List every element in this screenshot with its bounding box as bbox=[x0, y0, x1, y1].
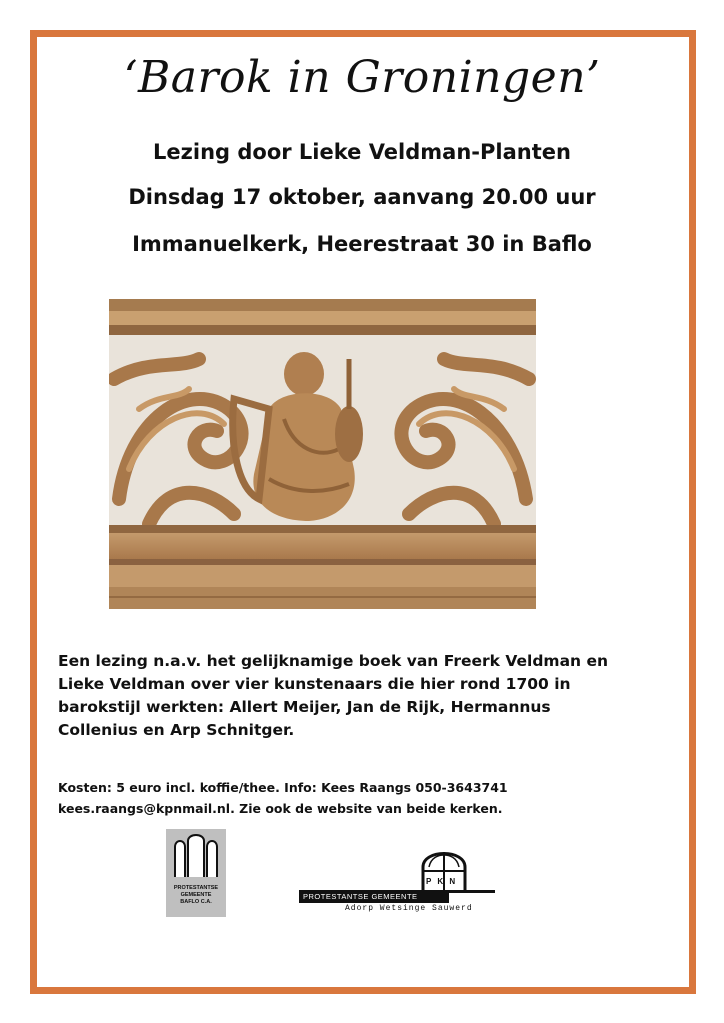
pkn-name-bar bbox=[299, 890, 449, 903]
contact-info bbox=[58, 777, 638, 819]
baflo-logo-line2: GEMEENTE bbox=[180, 892, 212, 898]
location-line: Immanuelkerk, Heerestraat 30 in Baflo bbox=[132, 232, 592, 256]
speaker-line: Lezing door Lieke Veldman-Planten bbox=[153, 140, 571, 164]
arched-window-icon bbox=[299, 843, 495, 893]
pkn-bar-text: PROTESTANTSE GEMEENTE bbox=[303, 892, 418, 901]
date-line: Dinsdag 17 oktober, aanvang 20.00 uur bbox=[128, 185, 596, 209]
cost-info-line: Kosten: 5 euro incl. koffie/thee. Info: Kees Raangs 050-3643741 bbox=[58, 780, 508, 795]
baflo-logo-line1: PROTESTANTSE bbox=[173, 885, 219, 891]
baroque-carving-photo bbox=[109, 299, 536, 609]
baflo-church-logo bbox=[166, 829, 226, 917]
pkn-letters: P K N bbox=[426, 877, 458, 886]
baflo-logo-line3: BAFLO C.A. bbox=[180, 899, 212, 905]
email-info-line: kees.raangs@kpnmail.nl. Zie ook de website van beide kerken. bbox=[58, 801, 503, 816]
event-description: Een lezing n.a.v. het gelijknamige boek van Freerk Veldman en Lieke Veldman over vier kunstenaars die hier rond 1700 in barokstijl werkten: Allert Meijer, Jan de Rijk, Hermannus Collenius en Arp Schnitger. bbox=[58, 652, 609, 739]
pkn-church-logo bbox=[299, 843, 495, 915]
church-windows-icon bbox=[166, 829, 226, 885]
poster-title: ‘Barok in Groningen’ bbox=[123, 52, 601, 103]
pkn-subtitle: Adorp Wetsinge Sauwerd bbox=[345, 904, 473, 913]
